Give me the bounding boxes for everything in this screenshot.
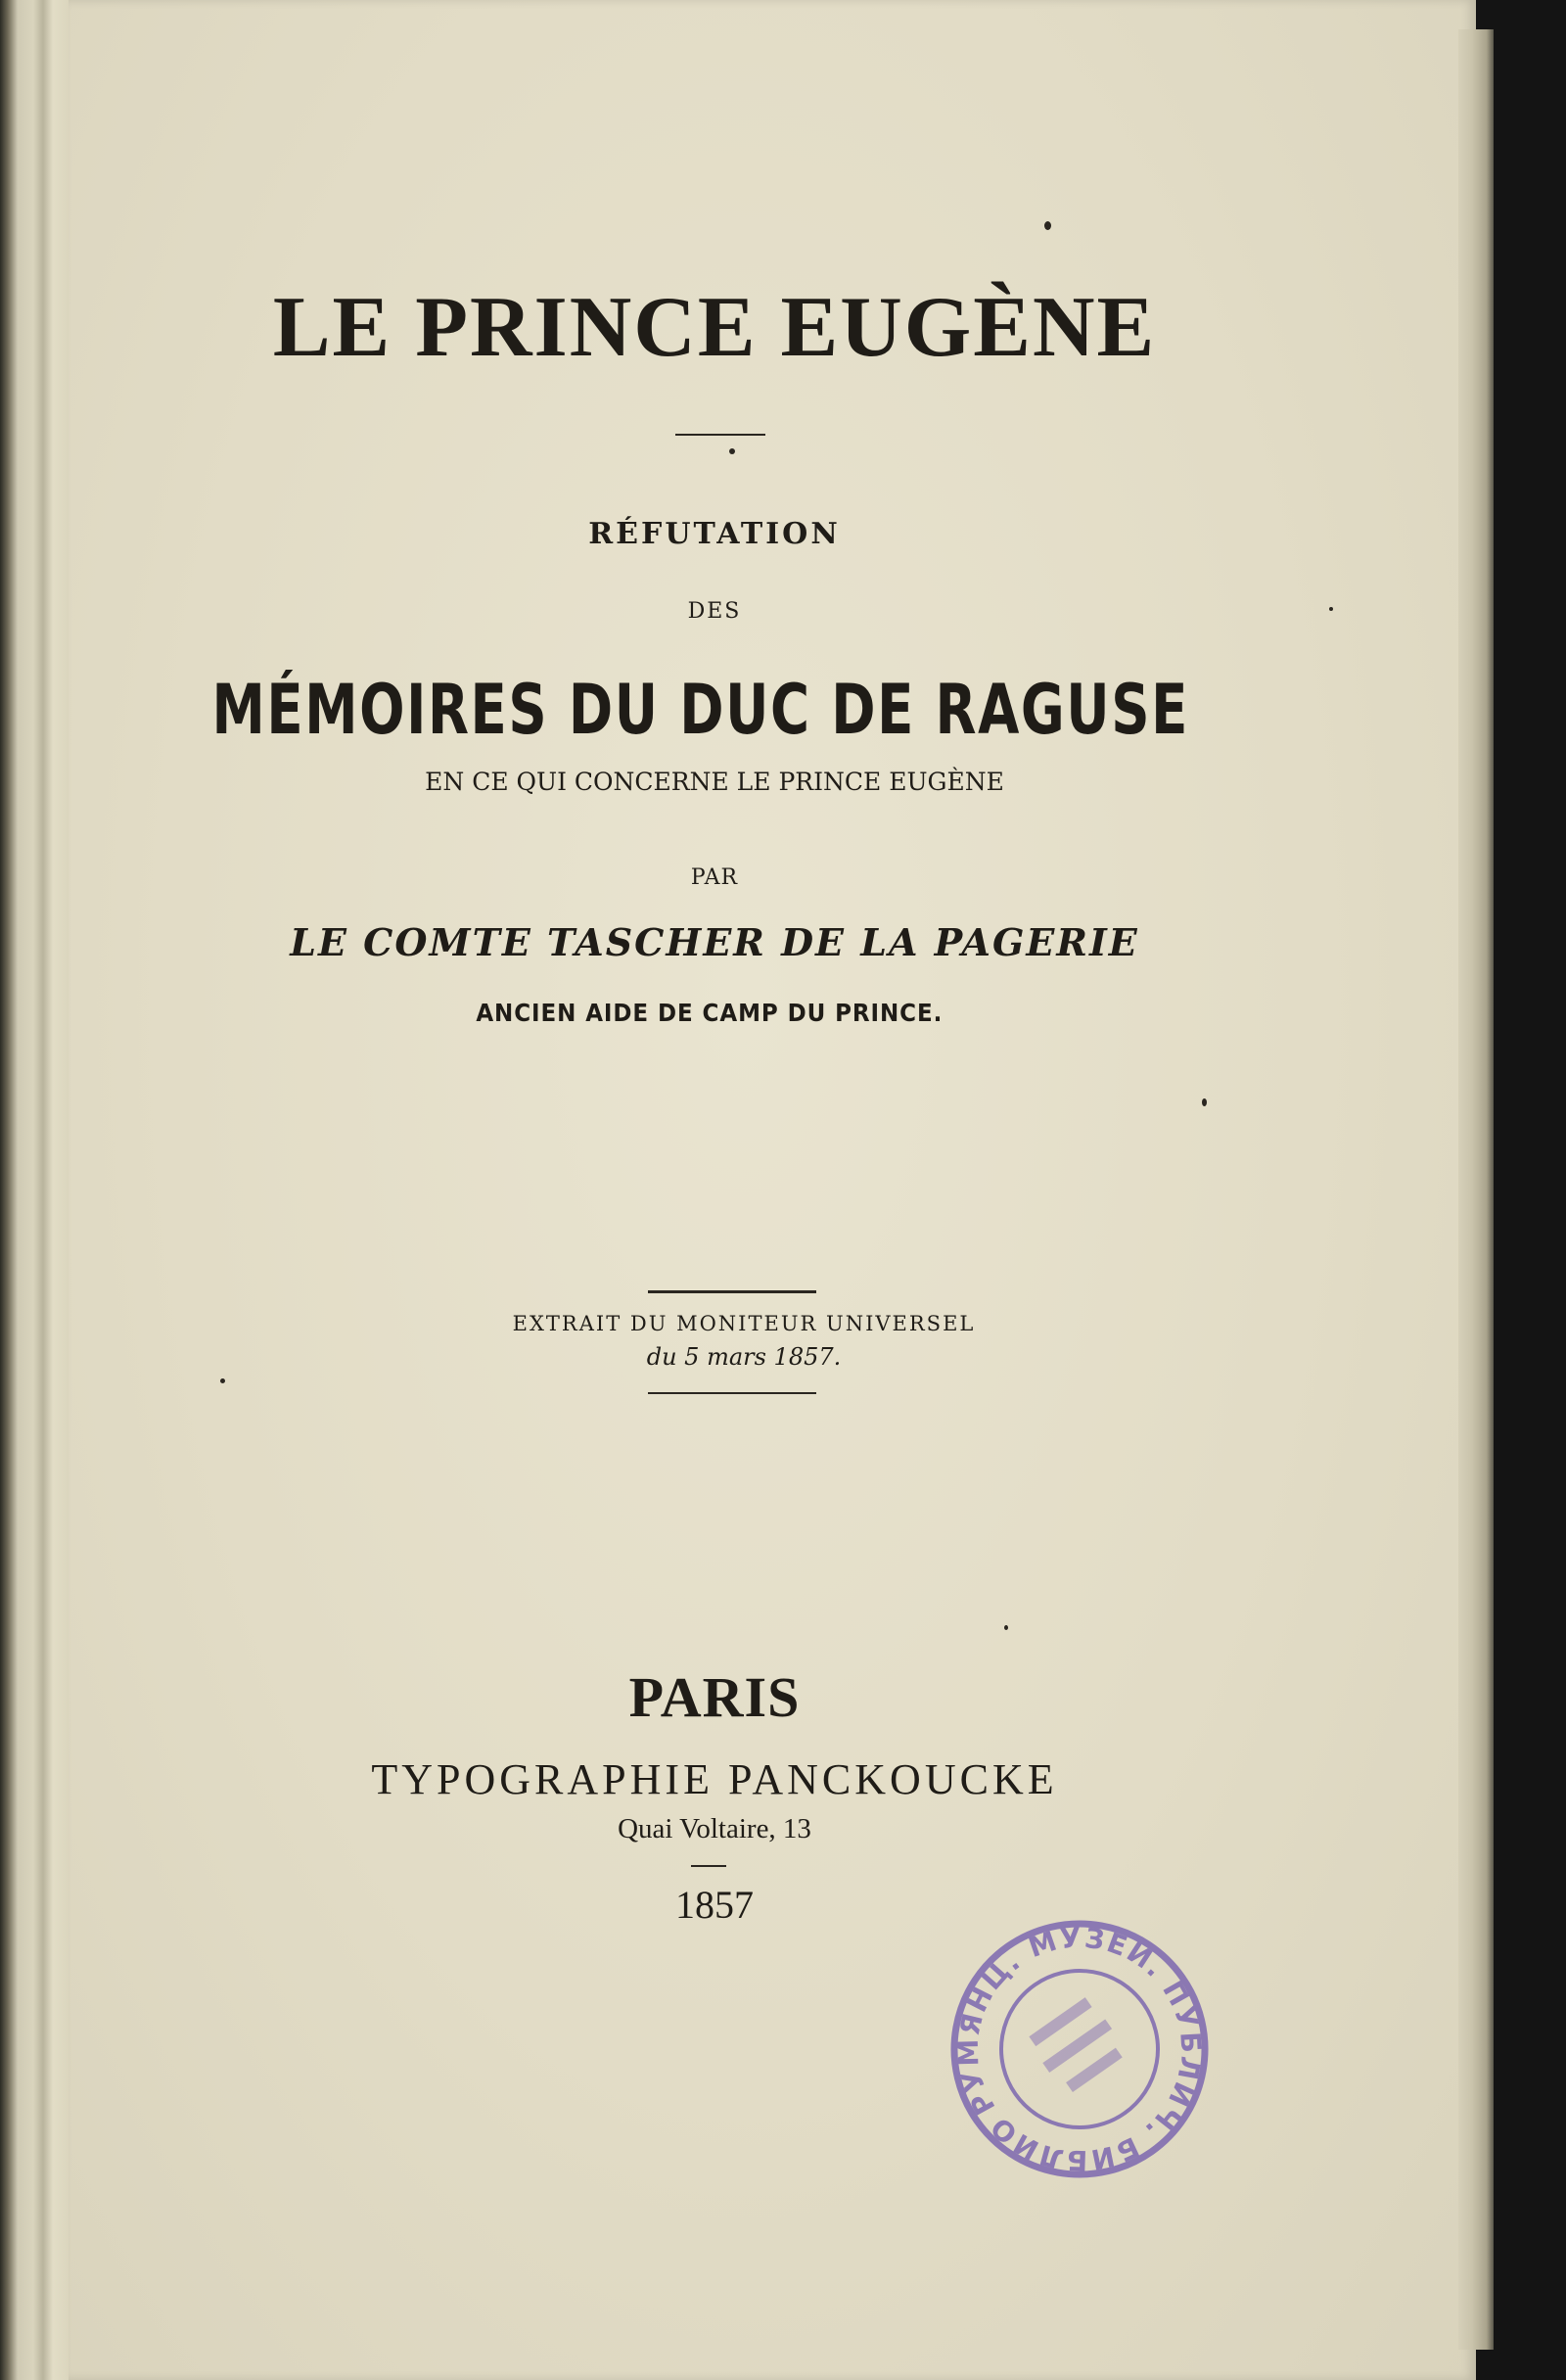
imprint-rule	[691, 1865, 726, 1867]
book-title: LE PRINCE EUGÈNE	[272, 280, 1157, 375]
imprint-city: PARIS	[628, 1665, 801, 1729]
title-rule	[675, 434, 765, 436]
des-label: DES	[687, 599, 742, 624]
extract-source: EXTRAIT DU MONITEUR UNIVERSEL	[512, 1312, 976, 1335]
par-label: PAR	[690, 865, 739, 890]
page-speck	[1202, 1098, 1207, 1106]
page-edge	[1458, 29, 1494, 2350]
page-speck	[1004, 1625, 1008, 1630]
main-title: MÉMOIRES DU DUC DE RAGUSE	[211, 670, 1189, 750]
imprint-year: 1857	[675, 1883, 754, 1927]
extract-date: du 5 mars 1857.	[646, 1343, 842, 1371]
stamp-text: РУМЯНЦ. МУЗЕЙ. ПУБЛИЧ. БИБЛИОТЕКА	[951, 1921, 1208, 2177]
refutation-heading: RÉFUTATION	[588, 517, 841, 551]
author-name: LE COMTE TASCHER DE LA PAGERIE	[290, 920, 1139, 964]
extract-rule-top	[648, 1290, 816, 1293]
ornament-dot	[729, 448, 735, 454]
library-stamp	[947, 1917, 1212, 2181]
page-speck	[1329, 607, 1333, 611]
subtitle: EN CE QUI CONCERNE LE PRINCE EUGÈNE	[425, 768, 1004, 796]
author-role: ANCIEN AIDE DE CAMP DU PRINCE.	[476, 999, 944, 1027]
page-speck	[1044, 221, 1051, 230]
page-speck	[220, 1378, 225, 1383]
extract-rule-bottom	[648, 1392, 816, 1394]
imprint-address: Quai Voltaire, 13	[618, 1813, 811, 1844]
imprint-publisher: TYPOGRAPHIE PANCKOUCKE	[371, 1755, 1058, 1803]
